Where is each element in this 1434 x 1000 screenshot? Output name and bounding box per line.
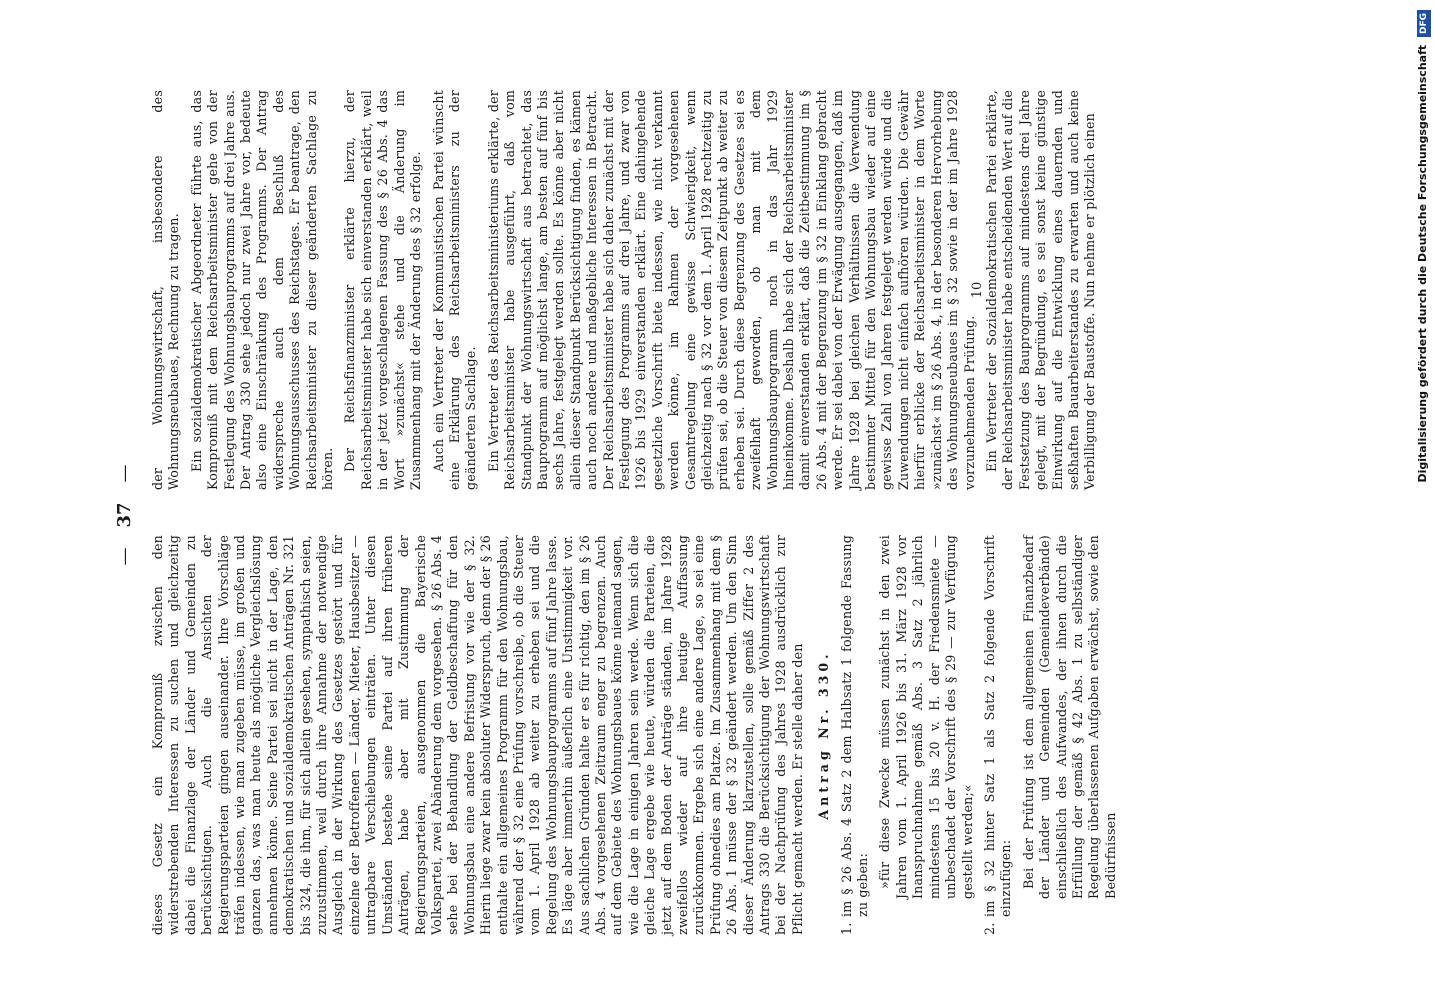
funding-credit-text	[1412, 10, 1434, 990]
left-column	[150, 535, 1125, 935]
document-page	[110, 85, 1310, 945]
list-item-text: im § 26 Abs. 4 Satz 2 dem Halbsatz 1 folgende Fassung zu geben:	[838, 535, 871, 917]
paragraph: Auch ein Vertreter der Kommunistischen Partei wünscht eine Erklärung des Reichsarbeitsministers zu der geänderten Sachlage.	[430, 90, 479, 490]
page-number: 37	[113, 502, 135, 528]
footer-page-number: 10	[970, 281, 985, 299]
paragraph: Ein Vertreter des Reichsarbeitsministeriums erklärte, der Reichsarbeitsminister habe ausgeführt, daß vom Standpunkt der Wohnungswirtschaft aus betrachtet, das Bauprogramm auf möglichst lange, am besten auf fünf bis sechs Jahre, festgelegt werden sollte. Es könne aber nicht allein dieser Standpunkt Berücksichtigung finden, es kämen auch noch andere und maßgebliche Interessen in Betracht. Der Reichsarbeitsminister habe sich daher zunächst mit der Festlegung des Programms auf drei Jahre, und zwar von 1926 bis 1929 einverstanden erklärt. Eine dahingehende gesetzliche Vorschrift biete indessen, wie nicht verkannt werden könne, im Rahmen der vorgesehenen Gesamtregelung eine gewisse Schwierigkeit, wenn gleichzeitig nach § 32 vor dem 1. April 1928 rechtzeitig zu prüfen sei, ob die Steuer von diesem Zeitpunkt ab weiter zu erheben sei. Durch diese Begrenzung des Gesetzes sei es zweifelhaft geworden, ob man mit dem Wohnungsbauprogramm noch in das Jahr 1929 hineinkomme. Deshalb habe sich der Reichsarbeitsminister damit einverstanden erklärt, daß die Zeitbestimmung im § 26 Abs. 4 mit der Begrenzung im § 32 in Einklang gebracht werde. Er sei dabei von der Erwägung ausgegangen, daß im Jahre 1928 bei gleichen Verhältnissen die Verwendung bestimmter Mittel für den Wohnungsbau wieder auf eine gewisse Zahl von Jahren festgelegt werden würde und die Zuwendungen nicht einfach aufhören würden. Die Gewähr hierfür erblicke der Reichsarbeitsminister in dem Worte »zunächst« im § 26 Abs. 4, in der besonderen Hervorhebung des Wohnungsneubaues im § 32 sowie in der im Jahre 1928 vorzunehmenden Prüfung.	[485, 90, 977, 490]
paragraph: Ein Vertreter der Sozialdemokratischen Partei erklärte, der Reichsarbeitsminister habe entscheidenden Wert auf die Festsetzung des Bauprogramms auf mindestens drei Jahre gelegt, mit der Begründung, es sei sonst keine günstige Einwirkung auf die Entwicklung eines dauernden und seßhaften Bauarbeiterstandes zu erwarten und auch keine Verbilligung der Baustoffe. Nun nehme er plötzlich einen	[983, 90, 1098, 490]
paragraph: der Wohnungswirtschaft, insbesondere des Wohnungsneubaues, Rechnung zu tragen.	[150, 90, 182, 490]
page-header	[110, 85, 138, 945]
right-column	[150, 90, 1105, 490]
paragraph: dieses Gesetz ein Kompromiß zwischen den widerstrebenden Interessen zu suchen und gleichzeitig dabei die Finanzlage der Länder und Gemeinden zu berücksichtigen. Auch die Ansichten der Regierungsparteien gingen auseinander. Ihre Vorschläge träfen indessen, wie man zugeben müsse, im großen und ganzen das, was man heute als mögliche Vergleichslösung annehmen könne. Seine Partei sei nicht in der Lage, den demokratischen und sozialdemokratischen Anträgen Nr. 321 bis 324, die ihm, für sich allein gesehen, sympathisch seien, zuzustimmen, weil durch ihre Annahme der notwendige Ausgleich in der Wirkung des Gesetzes gestört und für einzelne der Betroffenen — Länder, Mieter, Hausbesitzer — untragbare Verschiebungen einträten. Unter diesen Umständen bestehe seine Partei auf ihren früheren Anträgen, habe aber mit Zustimmung der Regierungsparteien, ausgenommen die Bayerische Volkspartei, zwei Abänderung dem vorgesehen. § 26 Abs. 4 sehe bei der Behandlung der Geldbeschaffung für den Wohnungsbau eine andere Befristung vor wie der § 32. Hierin liege zwar kein absoluter Widerspruch, denn der § 26 enthalte ein allgemeines Programm für den Wohnungsbau, während der § 32 eine Prüfung vorschreibe, ob die Steuer vom 1. April 1928 ab weiter zu erheben sei und die Regelung des Wohnungsbauprogramms auf fünf Jahre lasse. Es läge aber immerhin äußerlich eine Unstimmigkeit vor. Aus sachlichen Gründen halte er es für richtig, den im § 26 Abs. 4 vorgesehenen Zeitraum enger zu begrenzen. Auch auf dem Gebiete des Wohnungsbaues könne niemand sagen, wie die Lage in einigen Jahren sein werde. Wenn sich die gleiche Lage ergebe wie heute, würden die Parteien, die jetzt auf dem Boden der Anträge ständen, im Jahre 1928 zweifellos wieder auf ihre heutige Auffassung zurückkommen. Ergebe sich eine andere Lage, so sei eine Prüfung ohnedies am Platze. Im Zusammenhang mit dem § 26 Abs. 1 müsse der § 32 geändert werden. Um den Sinn dieser Änderung klarzustellen, solle gemäß Ziffer 2 des Antrags 330 die Berücksichtigung der Wohnungswirtschaft bei der Nachprüfung des Jahres 1928 ausdrücklich zur Pflicht gemacht werden. Er stelle daher den	[150, 535, 805, 935]
header-dash-left: —	[113, 547, 135, 566]
paragraph: Ein sozialdemokratischer Abgeordneter führte aus, das Kompromiß mit dem Reichsarbeitsminister gehe von der Festlegung des Wohnungsbauprogramms auf drei Jahre aus. Der Antrag 330 sehe jedoch nur zwei Jahre vor, bedeute also eine Einschränkung des Programms. Der Antrag widerspreche auch dem Beschluß des Wohnungsausschusses des Reichstages. Er beantrage, den Reichsarbeitsminister zu dieser geänderten Sachlage zu hören.	[188, 90, 336, 490]
list-item	[982, 535, 1015, 935]
list-item-number: 2.	[981, 922, 997, 935]
dfg-logo: DFG	[1417, 10, 1431, 37]
motion-heading: Antrag Nr. 330.	[816, 650, 832, 820]
list-item	[839, 535, 872, 935]
quoted-text: »für diese Zwecke müssen zunächst in den zwei Jahren vom 1. April 1926 bis 31. März 1928 vor Inanspruchnahme gemäß Abs. 3 Satz 2 jährlich mindestens 15 bis 20 v. H. der Friedensmiete — unbeschadet der Vorschrift des § 29 — zur Verfügung gestellt werden;«	[877, 535, 975, 899]
list-item-number: 1.	[838, 922, 854, 935]
paragraph: Der Reichsfinanzminister erklärte hierzu, der Reichsarbeitsminister habe sich einverstanden erklärt, weil in der jetzt vorgeschlagenen Fassung des § 26 Abs. 4 das Wort »zunächst« stehe und die Änderung im Zusammenhang mit der Änderung des § 32 erfolge.	[342, 90, 424, 490]
quoted-text: Bei der Prüfung ist dem allgemeinen Finanzbedarf der Länder und Gemeinden (Gemeindeverbände) einschließlich des Aufwandes, der ihnen durch die Erfüllung der gemäß § 42 Abs. 1 zu selbständiger Regelung überlassenen Aufgaben erwächst, sowie den Bedürfnissen	[1020, 535, 1118, 899]
header-dash-right: —	[113, 464, 135, 483]
funding-credit	[1410, 10, 1432, 990]
list-item-text: im § 32 hinter Satz 1 als Satz 2 folgende Vorschrift einzufügen:	[981, 535, 1014, 917]
credit-text: Digitalisierung gefördert durch die Deutsche Forschungsgemeinschaft	[1416, 44, 1429, 483]
